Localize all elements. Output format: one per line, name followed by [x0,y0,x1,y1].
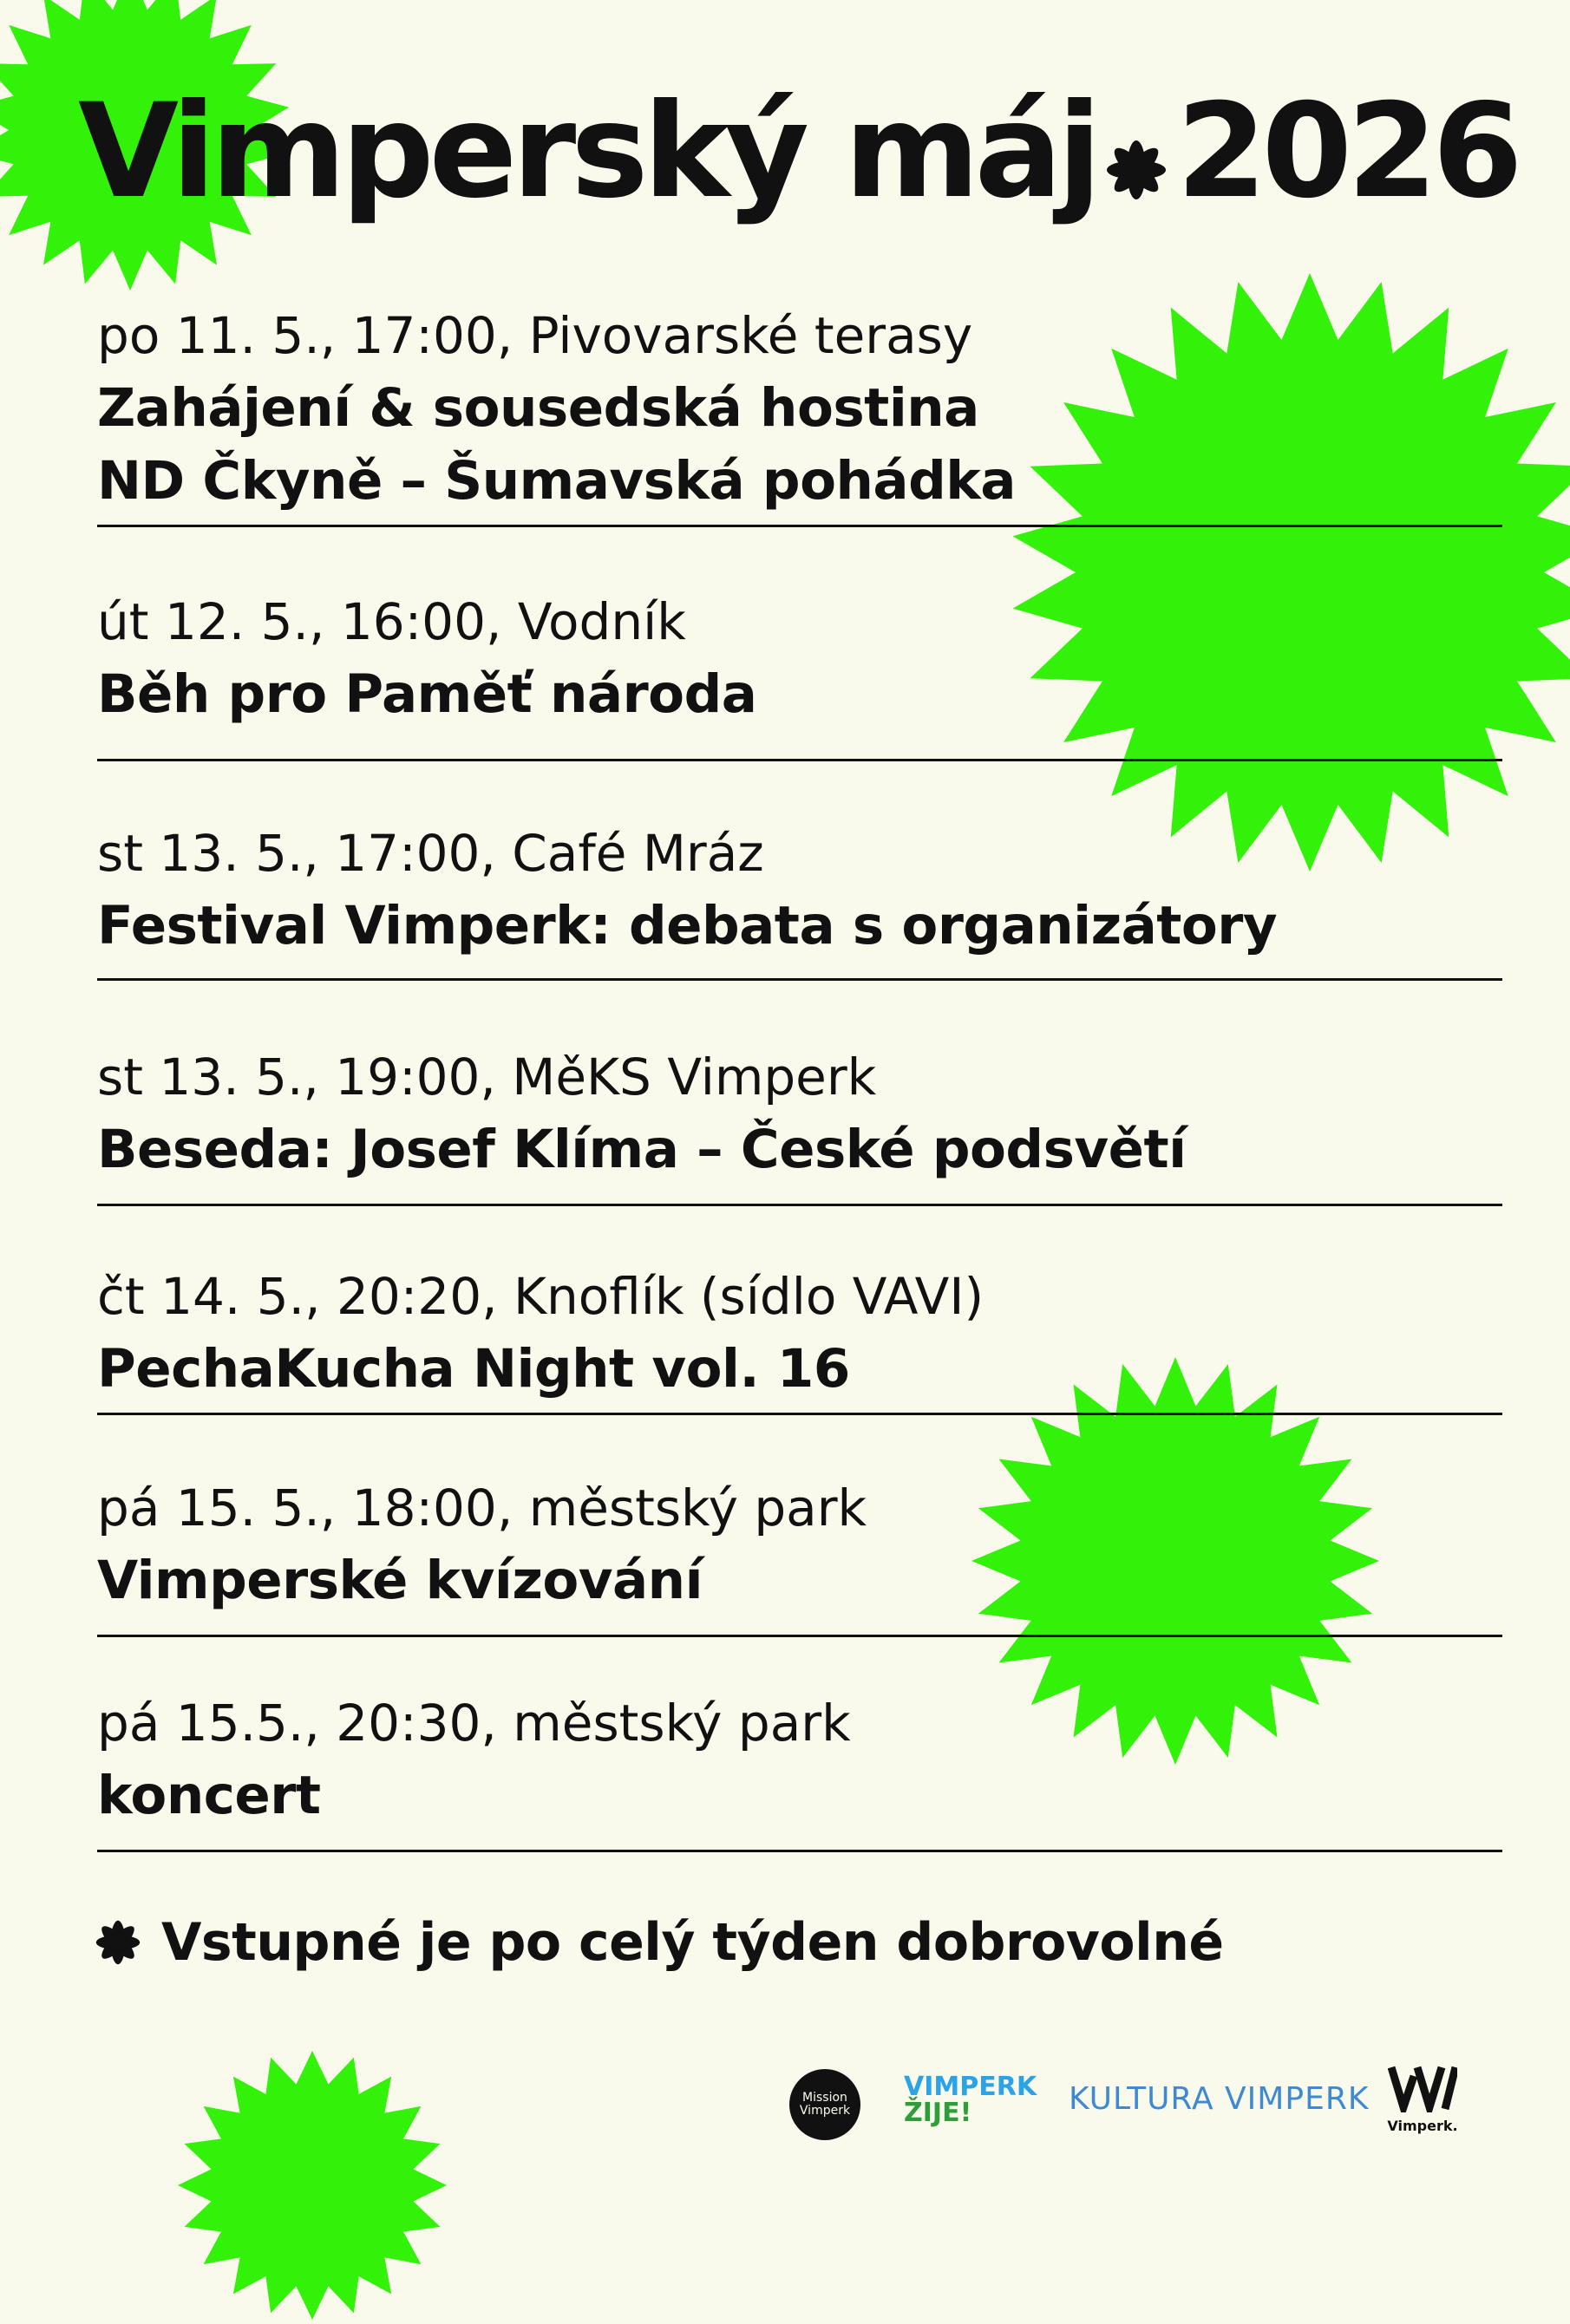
event-title: Běh pro Paměť národa [97,658,1502,731]
event-date-venue: po 11. 5., 17:00, Pivovarské terasy [97,299,1502,372]
page-title [78,87,1518,225]
event-title: Festival Vimperk: debata s organizátory [97,890,1502,963]
title-year: 2026 [1176,76,1517,227]
vimperk-zije-logo-line1: VIMPERK [904,2074,1037,2100]
title-text: Vimperský máj [78,76,1096,227]
vimperk-logo [1386,2064,1459,2134]
event-item [97,817,1502,981]
starburst-decoration-bottom [173,2047,451,2324]
event-item [97,1687,1502,1852]
event-title: PechaKucha Night vol. 16 [97,1333,1502,1406]
event-item [97,299,1502,527]
event-title: Zahájení & sousedská hostina [97,372,1502,445]
event-title: Beseda: Josef Klíma – České podsvětí [97,1113,1502,1186]
event-item [97,1260,1502,1415]
kultura-vimperk-logo: KULTURA VIMPERK [1069,2081,1369,2117]
event-date-venue: út 12. 5., 16:00, Vodník [97,585,1502,658]
admission-note-text: Vstupné je po celý týden dobrovolné [161,1912,1224,1973]
event-item [97,1041,1502,1206]
event-title: Vimperské kvízování [97,1544,1502,1617]
event-title: koncert [97,1759,1502,1832]
asterisk-flower-icon [1102,95,1171,225]
event-date-venue: pá 15.5., 20:30, městský park [97,1687,1502,1759]
admission-note [94,1912,1224,1973]
vimperk-logo-label: Vimperk. [1386,2118,1459,2134]
event-date-venue: st 13. 5., 19:00, MěKS Vimperk [97,1041,1502,1113]
event-item [97,1472,1502,1637]
event-item [97,585,1502,761]
event-date-venue: pá 15. 5., 18:00, městský park [97,1472,1502,1544]
vimperk-w-mark-icon [1388,2064,1457,2112]
event-title: ND Čkyně – Šumavská pohádka [97,445,1502,518]
event-date-venue: st 13. 5., 17:00, Café Mráz [97,817,1502,890]
event-date-venue: čt 14. 5., 20:20, Knoflík (sídlo VAVI) [97,1260,1502,1333]
asterisk-flower-icon [94,1918,142,1967]
mission-vimperk-logo: Mission Vimperk [789,2069,860,2140]
vimperk-zije-logo-line2: ŽIJE! [904,2100,1037,2126]
vimperk-zije-logo [904,2074,1037,2126]
